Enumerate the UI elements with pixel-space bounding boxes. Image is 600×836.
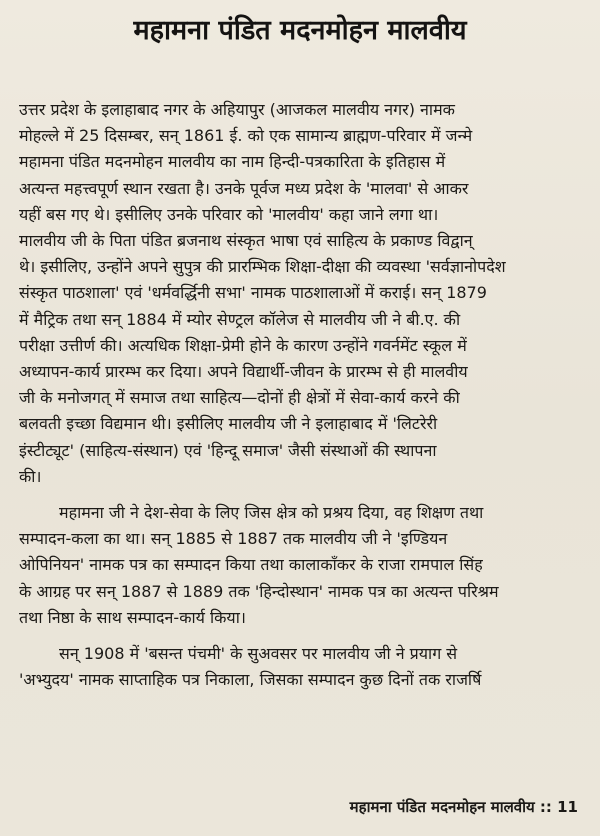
text-line: बलवती इच्छा विद्यमान थी। इसीलिए मालवीय जी ने इलाहाबाद में 'लिटरेरी [19, 414, 438, 434]
page-footer: महामना पंडित मदनमोहन मालवीय :: 11 [349, 798, 578, 816]
text-line: संस्कृत पाठशाला' एवं 'धर्मवर्द्धिनी सभा' नामक पाठशालाओं में कराई। सन् 1879 [19, 283, 487, 303]
text-line: सन् 1908 में 'बसन्त पंचमी' के सुअवसर पर मालवीय जी ने प्रयाग से [59, 644, 458, 664]
text-line: जी के मनोजगत् में समाज तथा साहित्य—दोनों ही क्षेत्रों में सेवा-कार्य करने की [19, 388, 460, 408]
text-line: 'अभ्युदय' नामक साप्ताहिक पत्र निकाला, जिसका सम्पादन कुछ दिनों तक राजर्षि [19, 670, 482, 690]
text-line: ओपिनियन' नामक पत्र का सम्पादन किया तथा कालाकाँकर के राजा रामपाल सिंह [19, 555, 483, 575]
paragraph-1 [19, 97, 582, 490]
text-line: परीक्षा उत्तीर्ण की। अत्यधिक शिक्षा-प्रेमी होने के कारण उन्होंने गवर्नमेंट स्कूल में [19, 335, 467, 355]
text-line: की। [19, 466, 42, 486]
text-line: मोहल्ले में 25 दिसम्बर, सन् 1861 ई. को एक सामान्य ब्राह्मण-परिवार में जन्मे [19, 126, 473, 146]
text-line: अध्यापन-कार्य प्रारम्भ कर दिया। अपने विद्यार्थी-जीवन के प्रारम्भ से ही मालवीय [19, 362, 468, 382]
text-line: उत्तर प्रदेश के इलाहाबाद नगर के अहियापुर (आजकल मालवीय नगर) नामक [19, 100, 455, 119]
paragraph-3 [19, 641, 582, 693]
paragraph-2 [19, 500, 582, 631]
text-line: महामना पंडित मदनमोहन मालवीय का नाम हिन्दी-पत्रकारिता के इतिहास में [19, 152, 446, 172]
text-line: थे। इसीलिए, उन्होंने अपने सुपुत्र की प्रारम्भिक शिक्षा-दीक्षा की व्यवस्था 'सर्वज्ञानोपदेश [19, 257, 506, 277]
text-line: सम्पादन-कला का था। सन् 1885 से 1887 तक मालवीय जी ने 'इण्डियन [19, 529, 448, 549]
text-line: में मैट्रिक तथा सन् 1884 में म्योर सेण्ट्रल कॉलेज से मालवीय जी ने बी.ए. की [19, 309, 461, 329]
page-body [19, 97, 582, 693]
text-line: तथा निष्ठा के साथ सम्पादन-कार्य किया। [19, 607, 246, 627]
text-line: इंस्टीट्यूट' (साहित्य-संस्थान) एवं 'हिन्दू समाज' जैसी संस्थाओं की स्थापना [19, 440, 437, 460]
text-line: मालवीय जी के पिता पंडित ब्रजनाथ संस्कृत भाषा एवं साहित्य के प्रकाण्ड विद्वान् [19, 231, 473, 251]
text-line: यहीं बस गए थे। इसीलिए उनके परिवार को 'मालवीय' कहा जाने लगा था। [19, 204, 439, 224]
text-line: के आग्रह पर सन् 1887 से 1889 तक 'हिन्दोस्थान' नामक पत्र का अत्यन्त परिश्रम [19, 581, 499, 601]
text-line: अत्यन्त महत्त्वपूर्ण स्थान रखता है। उनके पूर्वज मध्य प्रदेश के 'मालवा' से आकर [19, 178, 469, 198]
page-title: महामना पंडित मदनमोहन मालवीय [133, 15, 467, 46]
text-line: महामना जी ने देश-सेवा के लिए जिस क्षेत्र को प्रश्रय दिया, वह शिक्षण तथा [59, 503, 484, 523]
